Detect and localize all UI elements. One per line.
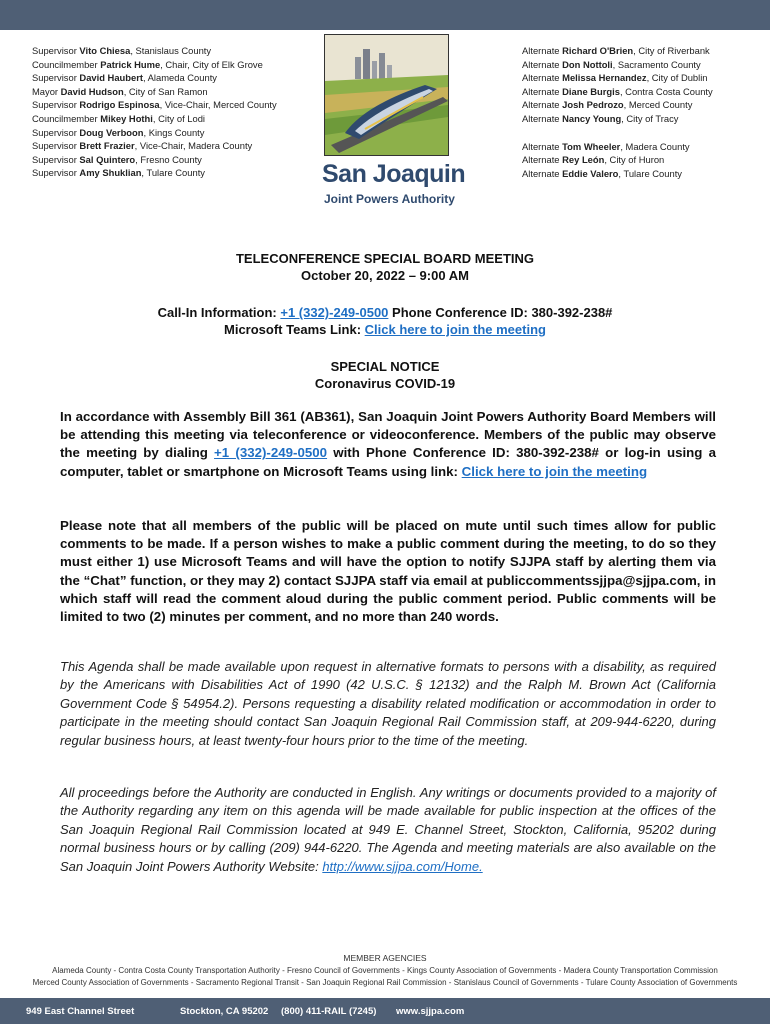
alternate-members-list (522, 44, 762, 180)
member-row: Supervisor Doug Verboon, Kings County (32, 126, 205, 138)
member-row: Supervisor David Haubert, Alameda County (32, 72, 217, 84)
member-row: Mayor David Hudson, City of San Ramon (32, 85, 208, 97)
footer-address: 949 East Channel Street (26, 1006, 135, 1017)
special-notice-heading (40, 358, 730, 392)
ada-paragraph: This Agenda shall be made available upon request in alternative formats to persons with a disability, as required by the Americans with Disabilities Act of 1990 (42 U.S.C. § 12132) and the Ralph M. Brown Act (California Government Code § 54954.2). Persons requesting a disability related modification or accommodation in order to participate in the meeting should contact San Joaquin Regional Rail Commission staff, at 209-944-6220, during regular business hours, at least twenty-four hours prior to the time of the meeting. (60, 659, 716, 748)
member-row: Alternate Richard O'Brien, City of Riverbank (522, 45, 710, 56)
teams-join-link-inline[interactable]: Click here to join the meeting (461, 463, 648, 479)
member-row: Alternate Eddie Valero, Tulare County (522, 167, 682, 179)
member-row: Alternate Melissa Hernandez, City of Dublin (522, 72, 708, 84)
footer-city: Stockton, CA 95202 (180, 1006, 269, 1017)
meeting-heading (40, 250, 730, 284)
member-row: Supervisor Amy Shuklian, Tulare County (32, 167, 205, 179)
list-spacer (522, 126, 762, 140)
member-row: Supervisor Rodrigo Espinosa, Vice-Chair, Merced County (32, 99, 277, 111)
ab361-paragraph: In accordance with Assembly Bill 361 (AB361), San Joaquin Joint Powers Authority Board Members will be attending this meeting via teleconference or videoconference. Members of the public may observe the meeting by dialing +1 (332)-249-0500 with Phone Conference ID: 380-392-238# or log-in using a computer, tablet or smartphone on Microsoft Teams using link: Click here to join the meeting (60, 409, 716, 479)
meeting-title: TELECONFERENCE SPECIAL BOARD MEETING (235, 251, 535, 266)
board-members-list (32, 44, 322, 180)
teams-line: Microsoft Teams Link: Click here to join the meeting (224, 322, 546, 337)
phone-link[interactable]: +1 (332)-249-0500 (280, 305, 389, 320)
member-row: Alternate Rey León, City of Huron (522, 154, 665, 166)
sjjpa-logo (318, 34, 466, 214)
logo-subtitle-text: Joint Powers Authority (324, 192, 455, 206)
proceedings-paragraph: All proceedings before the Authority are conducted in English. Any writings or documents provided to a majority of the Authority regarding any item on this agenda will be made available for public inspection at the offices of the San Joaquin Regional Rail Commission located at 949 E. Channel Street, Stockton, California, 95202 during normal business hours or by calling (209) 944-6220. The Agenda and meeting materials are also available on the San Joaquin Joint Powers Authority Website: http://www.sjjpa.com/Home. (60, 785, 716, 874)
member-row: Alternate Josh Pedrozo, Merced County (522, 99, 693, 111)
notice-title: SPECIAL NOTICE (330, 359, 440, 374)
member-row: Alternate Tom Wheeler, Madera County (522, 140, 690, 152)
footer-phone: (800) 411-RAIL (7245) (281, 1006, 377, 1017)
member-agencies-line: Alameda County - Contra Costa County Transportation Authority - Fresno Council of Governments - Kings County Association of Governments - Madera County Transportation Commission (52, 966, 718, 975)
footer-bar (0, 998, 770, 1024)
teams-join-link[interactable]: Click here to join the meeting (364, 322, 546, 337)
phone-link-inline[interactable]: +1 (332)-249-0500 (214, 445, 328, 461)
member-row: Councilmember Mikey Hothi, City of Lodi (32, 112, 205, 124)
member-row: Supervisor Vito Chiesa, Stanislaus County (32, 45, 212, 56)
callin-line: Call-In Information: +1 (332)-249-0500 Phone Conference ID: 380-392-238# (157, 305, 613, 320)
callin-info (40, 304, 730, 338)
member-row: Alternate Diane Burgis, Contra Costa County (522, 85, 713, 97)
footer-website[interactable]: www.sjjpa.com (396, 1006, 465, 1017)
train-logo-image (324, 34, 449, 156)
member-row: Councilmember Patrick Hume, Chair, City of Elk Grove (32, 58, 263, 70)
top-banner-bar (0, 0, 770, 30)
meeting-date: October 20, 2022 – 9:00 AM (301, 268, 469, 283)
public-comment-paragraph: Please note that all members of the public will be placed on mute until such times allow for public comments to be made. If a person wishes to make a public comment during the meeting, to do so they must either 1) use Microsoft Teams and will have the option to notify SJJPA staff by alerting them via the “Chat” function, or they may 2) contact SJJPA staff via email at publiccommentssjjpa@sjjpa.com, in which staff will read the comment aloud during the public comment period. Public comments will be limited to two (2) minutes per comment, and no more than 240 words. (60, 518, 716, 625)
notice-subtitle: Coronavirus COVID-19 (314, 376, 456, 391)
member-row: Supervisor Sal Quintero, Fresno County (32, 153, 202, 165)
member-agencies-title: MEMBER AGENCIES (343, 953, 427, 963)
member-row: Alternate Nancy Young, City of Tracy (522, 112, 679, 124)
website-link[interactable]: http://www.sjjpa.com/Home. (322, 858, 483, 874)
member-agencies-line: Merced County Association of Governments - Sacramento Regional Transit - San Joaquin Regional Rail Commission - Stanislaus Council of Governments - Tulare County Association of Governments (32, 978, 738, 987)
member-row: Supervisor Brett Frazier, Vice-Chair, Madera County (32, 140, 253, 152)
member-row: Alternate Don Nottoli, Sacramento County (522, 58, 701, 70)
logo-name-text: San Joaquin (322, 160, 466, 188)
